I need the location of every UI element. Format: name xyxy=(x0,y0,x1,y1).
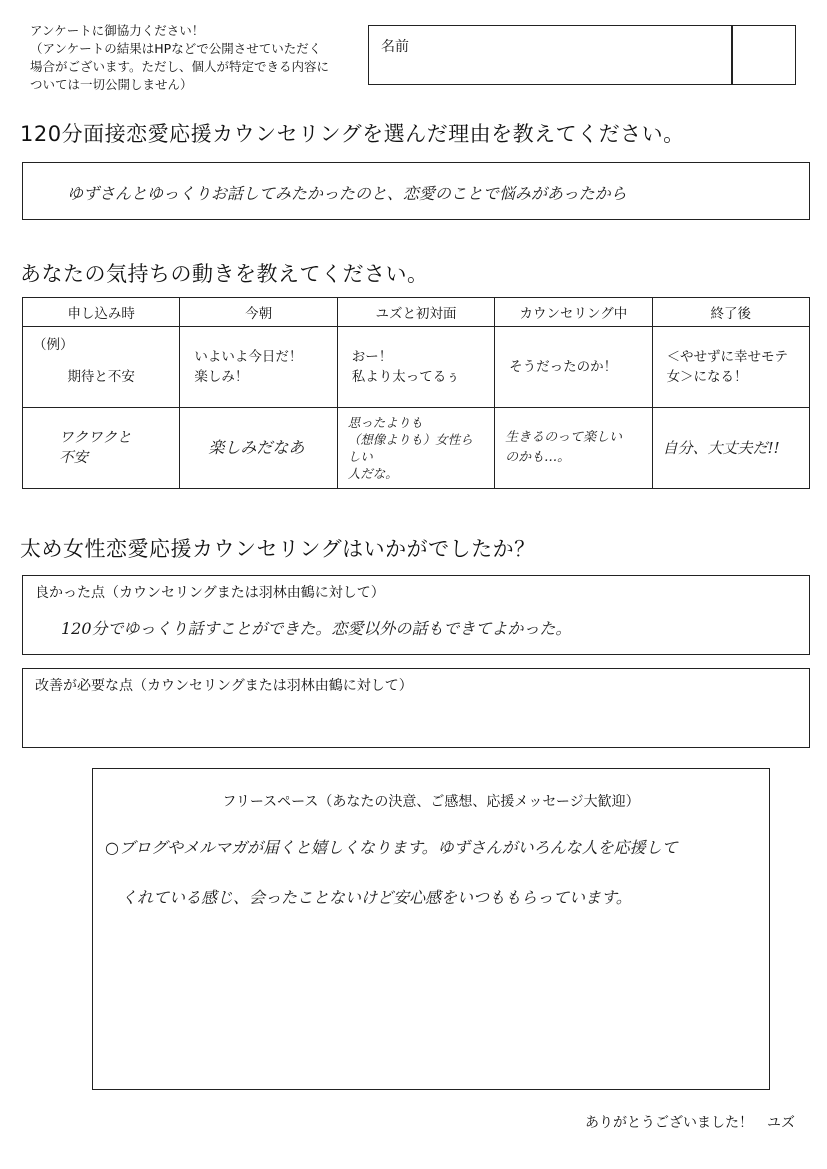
name-field[interactable] xyxy=(368,25,796,85)
example-cell xyxy=(180,327,337,408)
survey-notice xyxy=(30,22,360,94)
feelings-header-row xyxy=(23,298,810,327)
good-points-answer: 120分でゆっくり話すことができた。恋愛以外の話もできてよかった。 xyxy=(61,619,572,638)
question-3-heading: 太め女性恋愛応援カウンセリングはいかがでしたか？ xyxy=(20,537,536,561)
notice-line: ついては一切公開しません） xyxy=(30,77,193,92)
column-header-after: 終了後 xyxy=(652,298,809,327)
answer-row xyxy=(23,408,810,489)
name-label: 名前 xyxy=(381,39,409,55)
free-space-box[interactable] xyxy=(92,768,770,1090)
answer-text: ワクワクと 不安 xyxy=(59,430,132,466)
answer-cell[interactable] xyxy=(652,408,809,489)
answer-text: 楽しみだなあ xyxy=(208,438,305,457)
example-row xyxy=(23,327,810,408)
question-1-heading: 120分面接恋愛応援カウンセリングを選んだ理由を教えてください。 xyxy=(20,122,685,146)
example-text: そうだったのか！ xyxy=(509,359,618,375)
improvement-points-label: 改善が必要な点（カウンセリングまたは羽林由鶴に対して） xyxy=(35,678,413,694)
answer-text: 生きるのって楽しい のかも…。 xyxy=(505,430,623,465)
example-text: ＜やせずに幸せモテ女＞になる！ xyxy=(666,349,789,385)
answer-cell[interactable] xyxy=(337,408,494,489)
column-header-morning: 今朝 xyxy=(180,298,337,327)
example-cell xyxy=(23,327,180,408)
example-text: いよいよ今日だ！ 楽しみ！ xyxy=(194,349,303,385)
good-points-label: 良かった点（カウンセリングまたは羽林由鶴に対して） xyxy=(35,585,385,601)
question-2-heading: あなたの気持ちの動きを教えてください。 xyxy=(20,262,429,286)
example-text: 期待と不安 xyxy=(67,369,135,385)
improvement-points-box[interactable] xyxy=(22,668,810,748)
example-label: （例） xyxy=(33,337,74,353)
good-points-box[interactable] xyxy=(22,575,810,655)
answer-text: 自分、大丈夫だ!! xyxy=(662,439,780,457)
free-space-line: くれている感じ、会ったことないけど安心感をいつももらっています。 xyxy=(121,888,632,907)
question-1-answer: ゆずさんとゆっくりお話してみたかったのと、恋愛のことで悩みがあったから xyxy=(67,184,627,203)
column-header-apply: 申し込み時 xyxy=(23,298,180,327)
answer-text: 思ったよりも （想像よりも）女性らしい 人だな。 xyxy=(347,415,473,481)
notice-line: （アンケートの結果はHPなどで公開させていただく xyxy=(30,41,322,56)
example-cell xyxy=(652,327,809,408)
notice-line: アンケートに御協力ください！ xyxy=(30,23,205,38)
closing-thanks: ありがとうございました！ ユズ xyxy=(585,1115,795,1131)
free-space-line: ○ブログやメルマガが届くと嬉しくなります。ゆずさんがいろんな人を応援して xyxy=(105,838,678,857)
name-field-divider xyxy=(731,26,733,84)
answer-cell[interactable] xyxy=(495,408,652,489)
feelings-table xyxy=(22,297,810,489)
column-header-first-meet: ユズと初対面 xyxy=(337,298,494,327)
example-text: おー！ 私より太ってるぅ xyxy=(351,349,460,385)
notice-line: 場合がございます。ただし、個人が特定できる内容に xyxy=(30,59,330,74)
column-header-counseling: カウンセリング中 xyxy=(495,298,652,327)
answer-cell[interactable] xyxy=(23,408,180,489)
question-1-answer-box[interactable] xyxy=(22,162,810,220)
free-space-label: フリースペース（あなたの決意、ご感想、応援メッセージ大歓迎） xyxy=(222,794,640,810)
answer-cell[interactable] xyxy=(180,408,337,489)
example-cell xyxy=(337,327,494,408)
example-cell xyxy=(495,327,652,408)
